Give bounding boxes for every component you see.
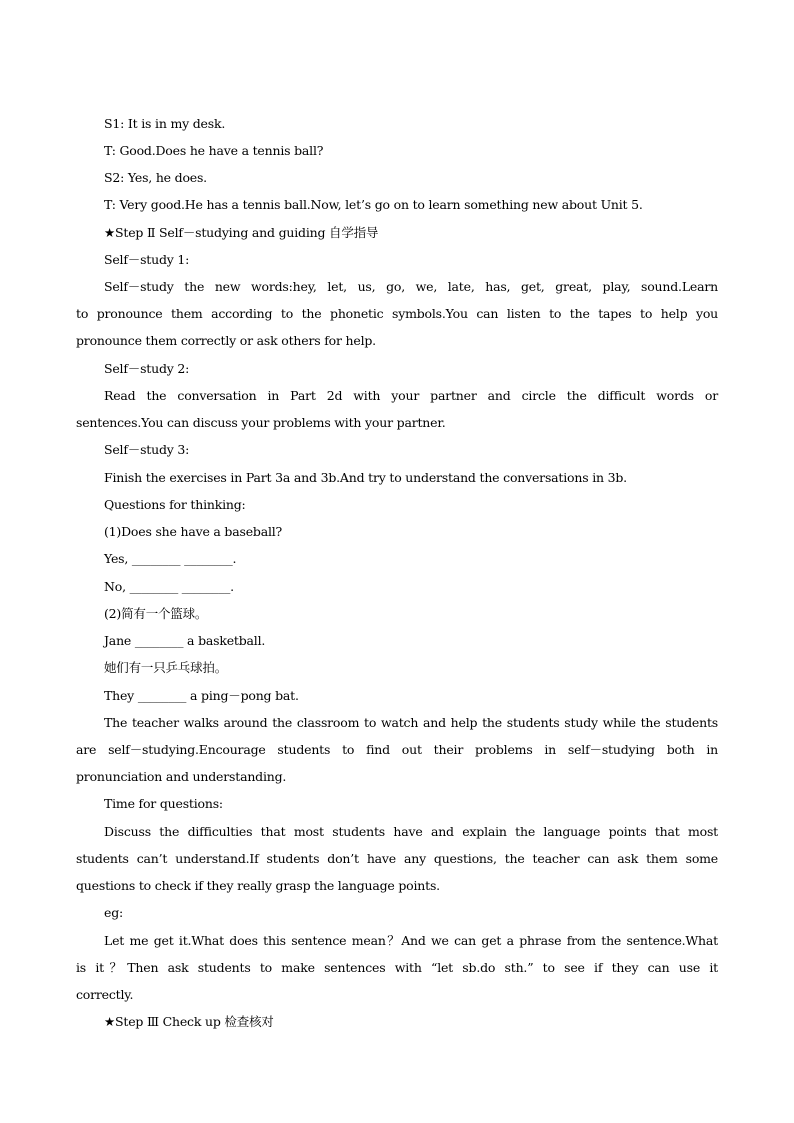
discuss-paragraph-line-3: questions to check if they really grasp the language points. (76, 878, 440, 893)
question-1: (1)Does she have a baseball? (104, 524, 283, 539)
discuss-paragraph-line-1: Discuss the difficulties that most students have and explain the language points that most (104, 824, 718, 839)
dialogue-line-s2: S2: Yes, he does. (104, 170, 207, 185)
step-3-heading-text: Step Ⅲ Check up 检查核对 (115, 1014, 274, 1029)
self-study-3-paragraph: Finish the exercises in Part 3a and 3b.And try to understand the conversations in 3b. (104, 470, 627, 485)
question-2: (2)简有一个篮球。 (104, 606, 208, 621)
self-study-1-paragraph-line-2: to pronounce them according to the phonetic symbols.You can listen to the tapes to help you (76, 306, 718, 321)
self-study-2-paragraph-line-2: sentences.You can discuss your problems with your partner. (76, 415, 446, 430)
answer-jane-blank: Jane ________ a basketball. (104, 633, 266, 648)
example-paragraph-line-1: Let me get it.What does this sentence mean？And we can get a phrase from the sentence.What (104, 933, 718, 948)
step-2-heading (104, 225, 378, 241)
teacher-paragraph-line-2: are self－studying.Encourage students to find out their problems in self－studying both in (76, 742, 718, 757)
teacher-paragraph-line-3: pronunciation and understanding. (76, 769, 287, 784)
answer-no-blank: No, ________ ________. (104, 579, 234, 594)
answer-they-blank: They ________ a ping－pong bat. (104, 688, 299, 703)
dialogue-line-s1: S1: It is in my desk. (104, 116, 226, 131)
teacher-paragraph-line-1: The teacher walks around the classroom to watch and help the students study while the students (104, 715, 718, 730)
answer-yes-blank: Yes, ________ ________. (104, 551, 237, 566)
self-study-2-paragraph-line-1: Read the conversation in Part 2d with your partner and circle the difficult words or (104, 388, 718, 403)
questions-heading: Questions for thinking: (104, 497, 246, 512)
time-for-questions-label: Time for questions: (104, 796, 223, 811)
dialogue-line-t-question: T: Good.Does he have a tennis ball? (104, 143, 324, 158)
self-study-2-label: Self－study 2: (104, 361, 190, 376)
example-paragraph-line-3: correctly. (76, 987, 134, 1002)
self-study-1-label: Self－study 1: (104, 252, 190, 267)
star-icon: ★ (104, 1014, 116, 1029)
dialogue-line-t-transition: T: Very good.He has a tennis ball.Now, let’s go on to learn something new about Unit 5. (104, 197, 643, 212)
step-2-heading-text: Step Ⅱ Self－studying and guiding 自学指导 (115, 225, 379, 240)
step-3-heading (104, 1014, 274, 1030)
chinese-sentence: 她们有一只乒乓球拍。 (104, 660, 228, 675)
star-icon: ★ (104, 225, 116, 240)
self-study-3-label: Self－study 3: (104, 442, 190, 457)
self-study-1-paragraph-line-3: pronounce them correctly or ask others for help. (76, 333, 376, 348)
discuss-paragraph-line-2: students can’t understand.If students don’t have any questions, the teacher can ask them some (76, 851, 718, 866)
eg-label: eg: (104, 905, 124, 920)
self-study-1-paragraph-line-1: Self－study the new words:hey, let, us, go, we, late, has, get, great, play, sound.Learn (104, 279, 718, 294)
example-paragraph-line-2: is it？Then ask students to make sentences with “let sb.do sth.” to see if they can use it (76, 960, 718, 975)
